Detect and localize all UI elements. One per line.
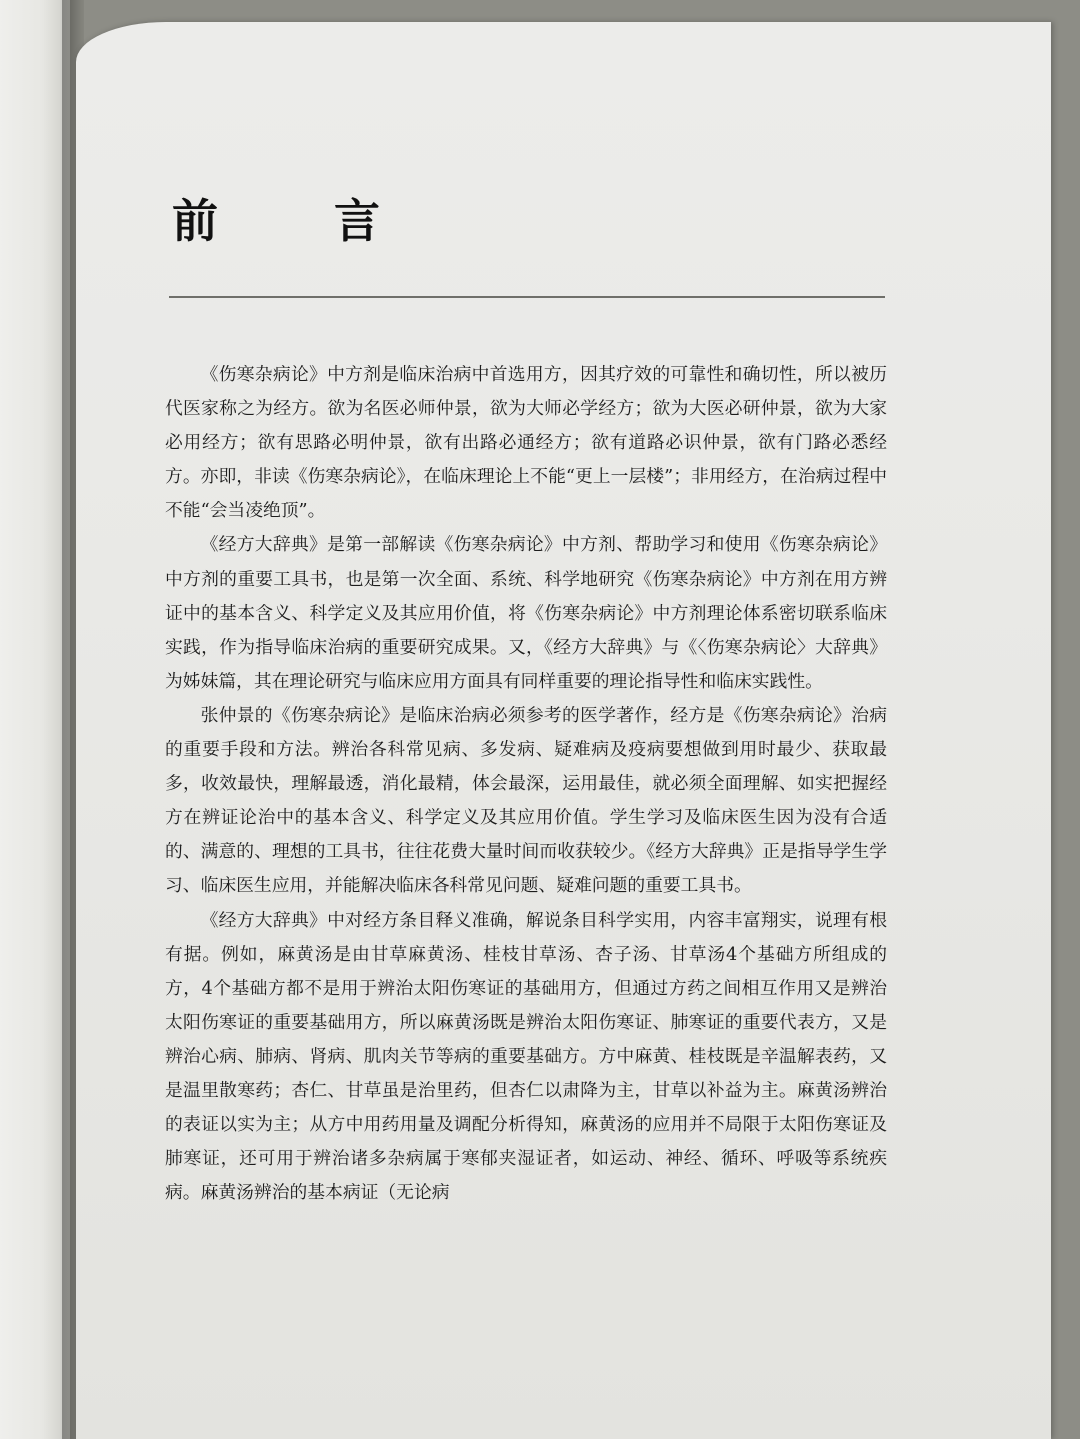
- preface-body: [165, 358, 887, 1210]
- page-title: 前 言: [172, 194, 431, 248]
- paragraph: 张仲景的《伤寒杂病论》是临床治病必须参考的医学著作，经方是《伤寒杂病论》治病的重要手段和方法。辨治各科常见病、多发病、疑难病及疫病要想做到用时最少、获取最多，收效最快，理解最透，消化最精，体会最深，运用最佳，就必须全面理解、如实把握经方在辨证论治中的基本含义、科学定义及其应用价值。学生学习及临床医生因为没有合适的、满意的、理想的工具书，往往花费大量时间而收获较少。《经方大辞典》正是指导学生学习、临床医生应用，并能解决临床各科常见问题、疑难问题的重要工具书。: [165, 704, 887, 897]
- paragraph: 《伤寒杂病论》中方剂是临床治病中首选用方，因其疗效的可靠性和确切性，所以被历代医家称之为经方。欲为名医必师仲景，欲为大师必学经方；欲为大医必研仲景，欲为大家必用经方；欲有思路必明仲景，欲有出路必通经方；欲有道路必识仲景，欲有门路必悉经方。亦即，非读《伤寒杂病论》，在临床理论上不能“更上一层楼”；非用经方，在治病过程中不能“会当凌绝顶”。: [165, 364, 887, 522]
- title-divider: [169, 296, 885, 298]
- paragraph: 《经方大辞典》中对经方条目释义准确，解说条目科学实用，内容丰富翔实，说理有根有据。例如，麻黄汤是由甘草麻黄汤、桂枝甘草汤、杏子汤、甘草汤4个基础方所组成的方，4个基础方都不是用于辨治太阳伤寒证的基础用方，但通过方药之间相互作用又是辨治太阳伤寒证的重要基础用方，所以麻黄汤既是辨治太阳伤寒证、肺寒证的重要代表方，又是辨治心病、肺病、肾病、肌肉关节等病的重要基础方。方中麻黄、桂枝既是辛温解表药，又是温里散寒药；杏仁、甘草虽是治里药，但杏仁以肃降为主，甘草以补益为主。麻黄汤辨治的表证以实为主；从方中用药用量及调配分析得知，麻黄汤的应用并不局限于太阳伤寒证及肺寒证，还可用于辨治诸多杂病属于寒郁夹湿证者，如运动、神经、循环、呼吸等系统疾病。麻黄汤辨治的基本病证（无论病: [165, 909, 887, 1204]
- book-page: [76, 22, 1051, 1439]
- paragraph: 《经方大辞典》是第一部解读《伤寒杂病论》中方剂、帮助学习和使用《伤寒杂病论》中方剂的重要工具书，也是第一次全面、系统、科学地研究《伤寒杂病论》中方剂在用方辨证中的基本含义、科学定义及其应用价值，将《伤寒杂病论》中方剂理论体系密切联系临床实践，作为指导临床治病的重要研究成果。又，《经方大辞典》与《〈伤寒杂病论〉大辞典》为姊妹篇，其在理论研究与临床应用方面具有同样重要的理论指导性和临床实践性。: [165, 534, 887, 692]
- left-page-edge: [0, 0, 70, 1439]
